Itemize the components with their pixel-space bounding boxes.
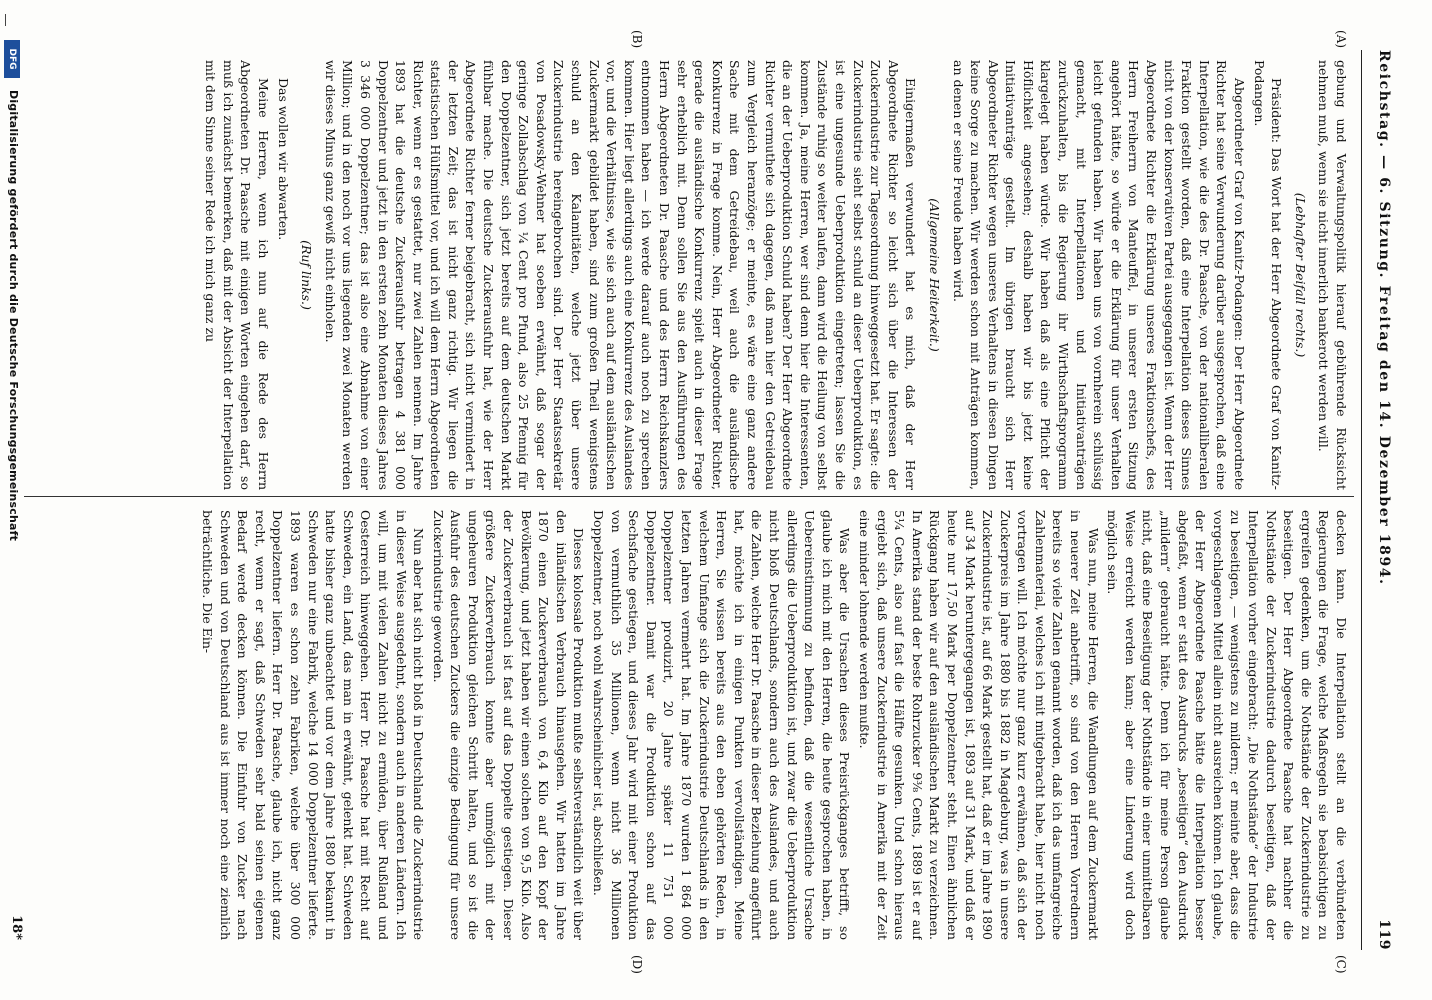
digitization-footer: [0, 0, 22, 1000]
stage-direction: (Lebhafter Beifall rechts.): [1292, 192, 1308, 358]
paragraph: decken kann. Die Interpellation stellt an die verbündeten Regierungen die Frage, welche Maßregeln sie beabsichtigen zu ergreifen gedenken, um die Nothstände der Zuckerindustrie zu beseitigen. Der Herr Abgeordnete Paasche hat nachher die Nothstände der Zuckerindustrie dadurch beseitigen, daß der Interpellation vorher eingebracht: „Die Nothstände“ der Industrie zu beseitigen, — wenigstens zu mildern; er meinte aber, dass die vorgeschlagenen Mittel allein nicht ausreichen können. Ich glaube, der Herr Abgeordnete Paasche hätte die Interpellation besser abgefaßt, wenn er statt des Ausdrucks „beseitigen“ den Ausdruck „mildern“ gebraucht hätte. Denn ich für meine Person glaube nicht, daß eine Beseitigung der Nothstände in einer unmittelbaren Weise erreicht werden kann; aber eine Linderung wird doch möglich sein.: [1105, 510, 1349, 940]
paragraph: Einigermaßen verwundert hat es mich, daß der Herr Abgeordnete Richter so leicht sich über die Interessen der Zuckerindustrie zur Tagesordnung hinweggesetzt hat. Er sagte: die Zuckerindustrie sieht selbst schuld an dieser Ueberproduktion, es ist eine ungesunde Ueberproduktion eingetreten; lassen Sie die Zustände ruhig so weiter laufen, dann wird die Heilung von selbst kommen. Ja, meine Herren, wer sind denn hier die Interessenten, die an der Ueberproduktion Schuld haben? Der Herr Abgeordnete Richter vermuthete sich dagegen, daß man hier den Getreidebau zum Vergleich heranzöge; er meinte, es wäre eine ganz andere Sache mit dem Getreidebau, weil auch die ausländische Konkurrenz in Frage komme. Nein, Herr Abgeordneter Richter, gerade die ausländische Konkurrenz spielt auch in dieser Frage sehr erheblich mit. Denn sollen Sie aus den Ausführungen des Herrn Abgeordneten Dr. Paasche und des Herrn Reichskanzlers entnommen haben — ich werde darauf auch noch zu sprechen kommen. Hier liegt allerdings auch eine Konkurrenz des Auslandes vor, und die Verhältnisse, wie sie sich auch auf dem ausländischen Zuckermarkt gebildet haben, sind zum großen Theil wenigstens schuld an den Kalamitäten, welche jetzt über unsere Zuckerindustrie hereingebrochen sind. Der Herr Staatssekretär von Posadowsky-Wehner hat soeben erwähnt, daß sogar der geringe Zollabschlag von ¼ Cent pro Pfund, also 25 Pfennig für den Doppelzentner, sich jetzt bereits auf dem deutschen Markt fühlbar mache. Die deutsche Zuckerausfuhr hat, wie der Herr Abgeordnete Richter ferner beigebracht, sich nicht vermindert in der letzten Zeit; das ist nicht ganz richtig. Wir liegen die statistischen Hülfsmittel vor, und ich will dem Herrn Abgeordneten Richter, wenn er es gestattet, nur zwei Zahlen nennen. Im Jahre 1893 hat die deutsche Zuckerausfuhr betragen 4 381 000 Doppelzentner und jetzt in den ersten zehn Monaten dieses Jahres 3 346 000 Doppelzentner; das ist also eine Abnahme von einer Million; und in den noch vor uns liegenden zwei Monaten werden wir dieses Minus ganz gewiß nicht einholen.: [322, 60, 919, 490]
paragraph: Meine Herren, wenn ich nun auf die Rede des Herrn Abgeordneten Dr. Paasche mit einigen Worten eingehen darf, so muß ich zunächst bemerken, daß mit der Absicht der Interpellation mit dem Sinne seiner Rede ich mich ganz zu: [203, 60, 271, 490]
stage-direction: (Ruf links.): [299, 240, 315, 310]
page-header: [1364, 50, 1392, 950]
right-column: [30, 510, 1350, 940]
stage-direction: (Allgemeine Heiterkeit.): [926, 198, 942, 352]
column-divider: [24, 496, 1354, 497]
signature-mark: 18*: [9, 915, 24, 940]
margin-mark-d: (D): [630, 955, 644, 974]
dfg-logo: DFG: [4, 40, 20, 78]
left-column: [30, 60, 1350, 490]
paragraph: Präsident: Das Wort hat der Herr Abgeordnete Graf von Kanitz-Podangen.: [1251, 60, 1285, 490]
running-header: Reichstag. — 6. Sitzung. Freitag den 14. Dezember 1894.: [1376, 50, 1392, 586]
header-rule: [1361, 50, 1362, 950]
paragraph: Das wollen wir abwarten.: [275, 78, 291, 241]
paragraph: Was nun, meine Herren, die Wandlungen auf dem Zuckermarkt in neuerer Zeit anbetrifft, so sind von den Herren Vorrednern bereits so viele Zahlen genannt worden, daß ich das umfangreiche Zahlenmaterial, welches ich mit mitgebracht habe, hier nicht noch vortragen will. Ich möchte nur ganz kurz erwähnen, daß sich der Zuckerpreis im Jahre 1880 bis 1882 in Magdeburg, was in unsere Zuckerindustrie ist, auf 66 Mark gestellt hat, daß er im Jahre 1890 auf 34 Mark heruntergegangen ist, 1893 auf 31 Mark, und daß er heute nur 17,50 Mark per Doppelzentner steht. Einen ähnlichen Rückgang haben wir auf den ausländischen Markt zu verzeichnen. In Amerika stand der beste Rohrzucker 9⅜ Cents, 1889 ist er auf 5¼ Cents, also auf fast die Hälfte gesunken. Und schon hieraus ergiebt sich, daß unsere Zuckerindustrie in Amerika mit der Zeit eine minder lohnende werden mußte.: [856, 510, 1101, 940]
margin-mark-a: (A): [1334, 30, 1348, 49]
paragraph: Nun aber hat sich nicht bloß in Deutschland die Zuckerindustrie in dieser Weise ausgedehnt, sondern auch in anderen Ländern. Ich will, um mit vielen Zahlen nicht zu ermüden, über Rußland und Oesterreich hinweggehen. Herr Dr. Paasche hat mit Recht auf Schweden, ein Land, das man in erwähnt, gelenkt hat. Schweden hatte bisher ganz unbeachtet und vor dem Jahre 1880 bekannt in Schweden nur eine Fabrik, welche 14 000 Doppelzentner lieferte. 1893 waren es schon zehn Fabriken, welche über 300 000 Doppelzentner liefern. Herr Dr. Paasche, glaube ich, nicht ganz recht, wenn er sagt, daß Schweden sehr bald seinen eigenen Bedarf werde decken können. Die Einfuhr von Zucker nach Schweden und von Deutschland aus ist immer noch eine ziemlich beträchtliche. Die Ein-: [200, 510, 427, 940]
page-number: 119: [1376, 919, 1392, 950]
paragraph: gebung und Verwaltungspolitik hierauf gebührende Rücksicht nehmen muß, wenn sie nicht innerlich bankerott werden will.: [1316, 60, 1349, 490]
margin-mark-c: (C): [1334, 955, 1348, 974]
paragraph: Abgeordneter Graf von Kanitz-Podangen: Der Herr Abgeordnete Richter hat seine Verwunderung darüber ausgesprochen, daß eine Interpellation, wie die des Dr. Paasche, von der nationalliberalen Fraktion gestellt worden, daß eine Interpellation dieses Sinnes nicht von der konservativen Partei ausgegangen ist. Wenn der Herr Abgeordnete Richter die Erklärung unseres Fraktionschefs, des Herrn Freiherrn von Manteuffel, in unserer ersten Sitzung angehört hätte, so würde er die Erklärung für unser Verhalten leicht gefunden haben. Wir haben uns von vornherein schlüssig gemacht, mit Interpellationen und Initiativanträgen zurückzuhalten, bis die Regierung ihr Wirthschaftsprogramm klargelegt haben würde. Wir haben daß als eine Pflicht der Höflichkeit angesehen; deshalb haben wir bis jetzt keine Initiativanträge gestellt. Im übrigen braucht sich Herr Abgeordneter Richter wegen unseres Verhaltens in diesen Dingen keine Sorge zu machen. Wir werden schon mit Anträgen kommen, an denen er seine Freude haben wird.: [950, 60, 1248, 490]
page-tick: [5, 14, 6, 26]
paragraph: Dieses kolossale Produktion mußte selbstverständlich weit über den inländischen Verbrauch hinausgehen. Wir hatten im Jahre 1870 einen Zuckerverbrauch von 6,4 Kilo auf den Kopf der Bevölkerung, und jetzt haben wir einen solchen von 9,5 Kilo. Also der Zuckerverbrauch ist fast auf das Doppelte gestiegen. Dieser größere Zuckerverbrauch konnte aber unmöglich mit der ungeheuren Produktion gleichen Schritt halten, und so ist die Ausfuhr des deutschen Zuckers die einzige Bedingung für unsere Zuckerindustrie geworden.: [430, 510, 587, 940]
paragraph: Was aber die Ursachen dieses Preisrückganges betrifft, so glaube ich mich mit den Herren, die heute gesprochen haben, in Uebereinstimmung zu befinden, daß die wesentliche Ursache allerdings die Ueberproduktion ist, und zwar die Ueberproduktion nicht bloß Deutschlands, sondern auch des Auslandes, und auch die Zahlen, welche Herr Dr. Paasche in dieser Beziehung angeführt hat, möchte ich in einigen Punkten vervollständigen. Meine Herren, Sie wissen bereits aus den eben gehörten Reden, in welchem Umfange sich die Zuckerindustrie Deutschlands in den letzten Jahren vermehrt hat. Im Jahre 1870 wurden 1 864 000 Doppelzentner produzirt, 20 Jahre später 11 751 000 Doppelzentner. Damit war die Produktion schon auf das Sechsfache gestiegen, und dieses Jahr wird mit einer Produktion von vermuthlich 35 Millionen, wenn nicht 36 Millionen Doppelzentner, noch wohl wahrscheinlicher ist, abschließen.: [591, 510, 853, 940]
margin-mark-b: (B): [630, 30, 644, 49]
footer-notice: Digitalisierung gefördert durch die Deutsche Forschungsgemeinschaft: [7, 90, 20, 542]
